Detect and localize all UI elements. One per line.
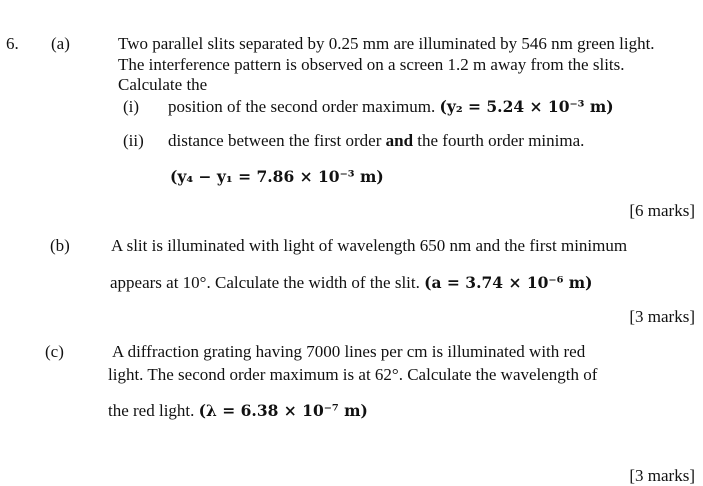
subpart-i-label: (i) <box>123 97 140 116</box>
part-b-line <box>110 273 593 293</box>
text: the fourth order minima. <box>413 131 585 150</box>
part-a-line: The interference pattern is observed on a screen 1.2 m away from the slits. <box>118 55 625 74</box>
part-a-marks: [6 marks] <box>629 201 695 220</box>
part-c-marks: [3 marks] <box>629 466 695 485</box>
question-number: 6. <box>6 34 19 53</box>
part-c-line: light. The second order maximum is at 62°. Calculate the wavelength of <box>108 365 598 384</box>
part-c-line <box>108 401 368 421</box>
subpart-ii-answer: (y₄ − y₁ = 7.86 × 10⁻³ m) <box>170 167 384 186</box>
part-c-label: (c) <box>45 342 64 361</box>
part-c-answer: (λ = 6.38 × 10⁻⁷ m) <box>198 401 368 420</box>
part-c-line: A diffraction grating having 7000 lines per cm is illuminated with red <box>112 342 586 361</box>
part-a-line: Calculate the <box>118 75 208 94</box>
text: the red light. <box>108 401 195 420</box>
bold-text: and <box>385 131 414 150</box>
part-b-marks: [3 marks] <box>629 307 695 326</box>
part-b-answer: (a = 3.74 × 10⁻⁶ m) <box>424 273 593 292</box>
subpart-ii-label: (ii) <box>123 131 144 150</box>
part-b-line: A slit is illuminated with light of wavelength 650 nm and the first minimum <box>111 236 628 255</box>
subpart-ii-text <box>168 131 584 151</box>
text: distance between the first order <box>168 131 386 150</box>
subpart-i-answer: (y₂ = 5.24 × 10⁻³ m) <box>439 97 614 116</box>
text: appears at 10°. Calculate the width of the slit. <box>110 273 420 292</box>
part-a-line: Two parallel slits separated by 0.25 mm are illuminated by 546 nm green light. <box>118 34 655 53</box>
subpart-i-text <box>168 97 614 117</box>
subpart-i-question: position of the second order maximum. <box>168 97 436 116</box>
part-a-label: (a) <box>51 34 70 53</box>
part-b-label: (b) <box>50 236 70 255</box>
